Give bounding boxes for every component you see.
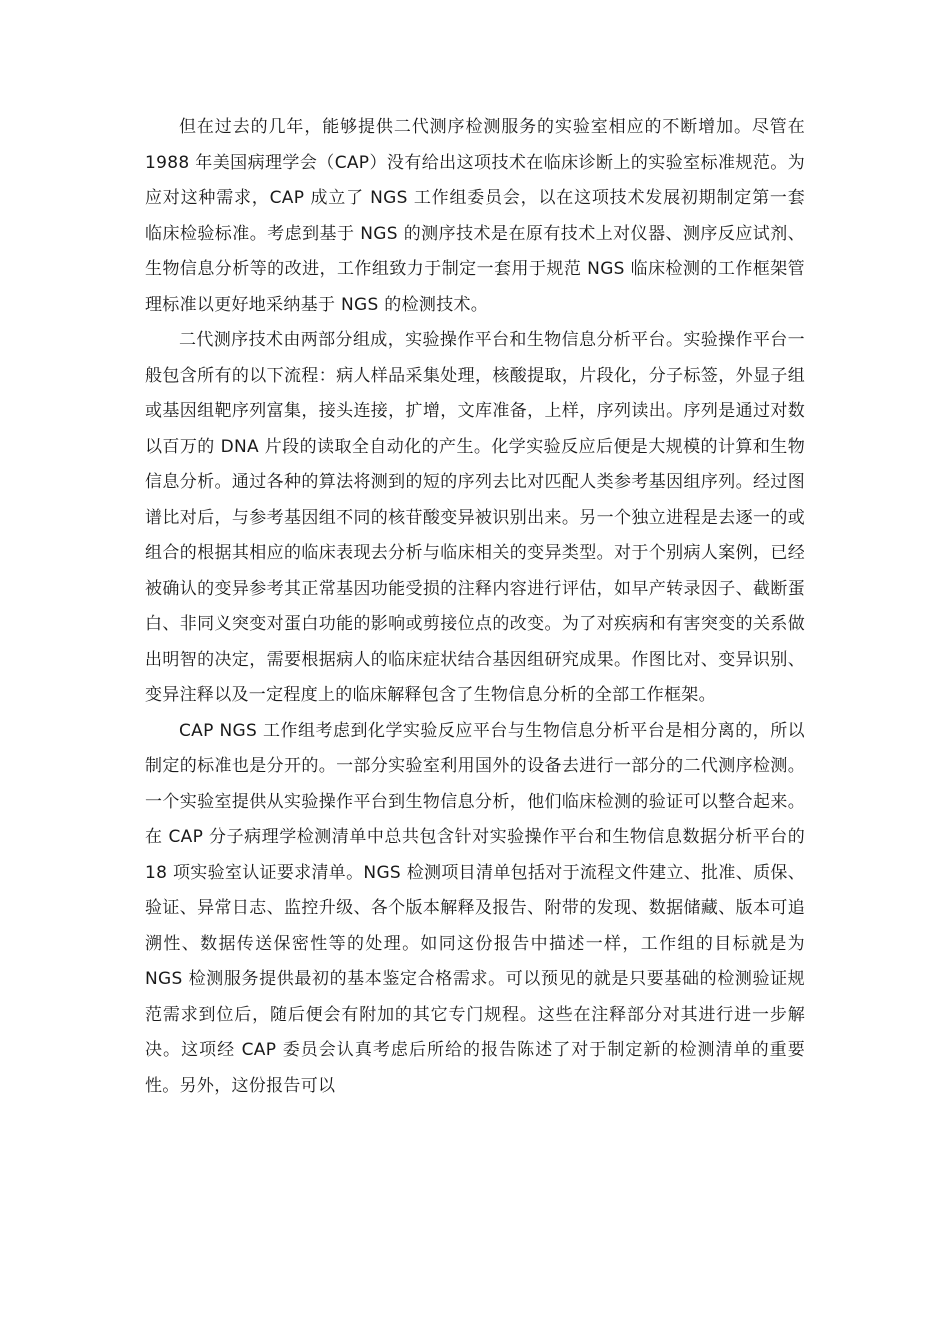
paragraph-2: 二代测序技术由两部分组成，实验操作平台和生物信息分析平台。实验操作平台一般包含所有的以下流程：病人样品采集处理，核酸提取，片段化，分子标签，外显子组或基因组靶序列富集，接头连接，扩增，文库准备，上样，序列读出。序列是通过对数以百万的 DNA 片段的读取全自动化的产生。化学实验反应后便是大规模的计算和生物信息分析。通过各种的算法将测到的短的序列去比对匹配人类参考基因组序列。经过图谱比对后，与参考基因组不同的核苷酸变异被识别出来。另一个独立进程是去逐一的或组合的根据其相应的临床表现去分析与临床相关的变异类型。对于个别病人案例，已经被确认的变异参考其正常基因功能受损的注释内容进行评估，如早产转录因子、截断蛋白、非同义突变对蛋白功能的影响或剪接位点的改变。为了对疾病和有害突变的关系做出明智的决定，需要根据病人的临床症状结合基因组研究成果。作图比对、变异识别、变异注释以及一定程度上的临床解释包含了生物信息分析的全部工作框架。 bbox=[145, 330, 805, 705]
document-page bbox=[145, 110, 805, 1104]
paragraph-3: CAP NGS 工作组考虑到化学实验反应平台与生物信息分析平台是相分离的，所以制定的标准也是分开的。一部分实验室利用国外的设备去进行一部分的二代测序检测。一个实验室提供从实验操作平台到生物信息分析，他们临床检测的验证可以整合起来。在 CAP 分子病理学检测清单中总共包含针对实验操作平台和生物信息数据分析平台的 18 项实验室认证要求清单。NGS 检测项目清单包括对于流程文件建立、批准、质保、验证、异常日志、监控升级、各个版本解释及报告、附带的发现、数据储藏、版本可追溯性、数据传送保密性等的处理。如同这份报告中描述一样，工作组的目标就是为 NGS 检测服务提供最初的基本鉴定合格需求。可以预见的就是只要基础的检测验证规范需求到位后，随后便会有附加的其它专门规程。这些在注释部分对其进行进一步解决。这项经 CAP 委员会认真考虑后所给的报告陈述了对于制定新的检测清单的重要性。另外，这份报告可以 bbox=[145, 720, 805, 1096]
paragraph-1: 但在过去的几年，能够提供二代测序检测服务的实验室相应的不断增加。尽管在 1988 年美国病理学会（CAP）没有给出这项技术在临床诊断上的实验室标准规范。为应对这种需求，CAP 成立了 NGS 工作组委员会，以在这项技术发展初期制定第一套临床检验标准。考虑到基于 NGS 的测序技术是在原有技术上对仪器、测序反应试剂、生物信息分析等的改进，工作组致力于制定一套用于规范 NGS 临床检测的工作框架管理标准以更好地采纳基于 NGS 的检测技术。 bbox=[145, 117, 805, 315]
